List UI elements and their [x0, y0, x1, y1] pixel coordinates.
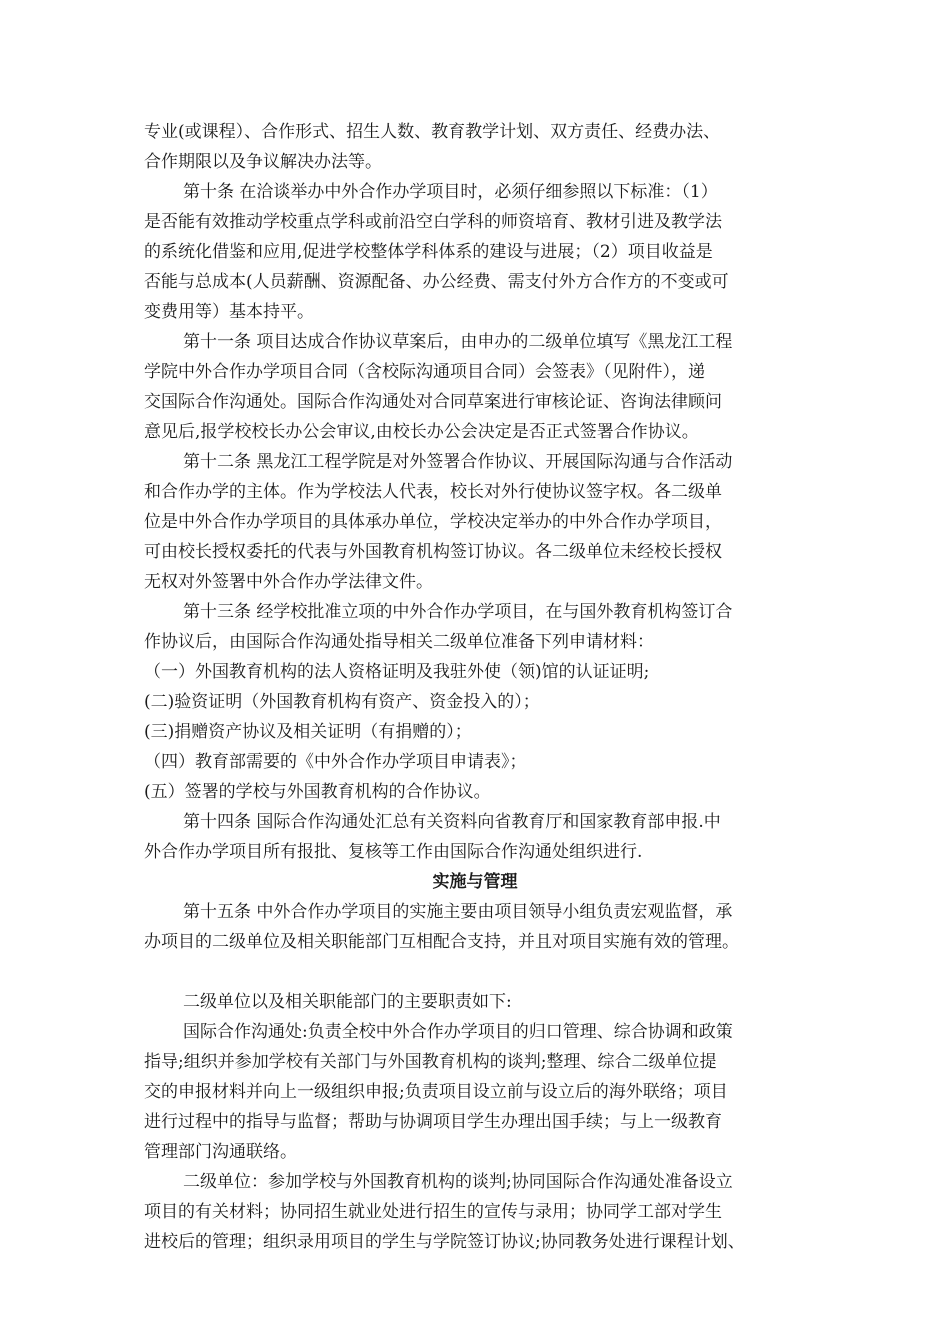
text-line: 项目的有关材料；协同招生就业处进行招生的宣传与录用；协同学工部对学生: [144, 1202, 722, 1222]
text-line: 二级单位以及相关职能部门的主要职责如下:: [183, 992, 512, 1012]
text-line: 第十五条 中外合作办学项目的实施主要由项目领导小组负责宏观监督，承: [183, 902, 733, 922]
text-line: 变费用等）基本持平。: [144, 302, 314, 322]
text-line: 进校后的管理；组织录用项目的学生与学院签订协议;协同教务处进行课程计划、: [144, 1232, 745, 1252]
text-line: 办项目的二级单位及相关职能部门互相配合支持，并且对项目实施有效的管理。: [144, 932, 739, 952]
text-line: 交国际合作沟通处。国际合作沟通处对合同草案进行审核论证、咨询法律顾问: [144, 392, 722, 412]
text-line: 第十条 在洽谈举办中外合作办学项目时，必须仔细参照以下标准：（1）: [183, 182, 718, 202]
section-heading: 实施与管理: [432, 872, 518, 892]
text-line: 第十四条 国际合作沟通处汇总有关资料向省教育厅和国家教育部申报.中: [183, 812, 721, 832]
text-line: 专业(或课程）、合作形式、招生人数、教育教学计划、双方责任、经费办法、: [144, 122, 721, 142]
text-line: 国际合作沟通处:负责全校中外合作办学项目的归口管理、综合协调和政策: [183, 1022, 733, 1042]
text-line: 否能与总成本(人员薪酬、资源配备、办公经费、需支付外方合作方的不变或可: [144, 272, 729, 292]
text-line: 进行过程中的指导与监督；帮助与协调项目学生办理出国手续；与上一级教育: [144, 1112, 722, 1132]
list-item: （一）外国教育机构的法人资格证明及我驻外使（领)馆的认证证明;: [144, 662, 650, 682]
text-line: 可由校长授权委托的代表与外国教育机构签订协议。各二级单位未经校长授权: [144, 542, 722, 562]
text-line: 外合作办学项目所有报批、复核等工作由国际合作沟通处组织进行.: [144, 842, 643, 862]
text-line: 和合作办学的主体。作为学校法人代表，校长对外行使协议签字权。各二级单: [144, 482, 722, 502]
text-line: 学院中外合作办学项目合同（含校际沟通项目合同）会签表》（见附件），递: [144, 362, 705, 382]
text-line: 合作期限以及争议解决办法等。: [144, 152, 382, 172]
text-line: 第十一条 项目达成合作协议草案后，由申办的二级单位填写《黑龙江工程: [183, 332, 733, 352]
list-item: （四）教育部需要的《中外合作办学项目申请表》；: [144, 752, 527, 772]
text-line: 管理部门沟通联络。: [144, 1142, 297, 1162]
list-item: (五）签署的学校与外国教育机构的合作协议。: [144, 782, 491, 802]
text-line: 第十三条 经学校批准立项的中外合作办学项目，在与国外教育机构签订合: [183, 602, 733, 622]
text-line: 无权对外签署中外合作办学法律文件。: [144, 572, 433, 592]
text-line: 指导;组织并参加学校有关部门与外国教育机构的谈判;整理、综合二级单位提: [144, 1052, 717, 1072]
text-line: 意见后,报学校校长办公会审议,由校长办公会决定是否正式签署合作协议。: [144, 422, 699, 442]
text-line: 是否能有效推动学校重点学科或前沿空白学科的师资培育、教材引进及教学法: [144, 212, 722, 232]
text-line: 位是中外合作办学项目的具体承办单位，学校决定举办的中外合作办学项目，: [144, 512, 722, 532]
text-line: 的系统化借鉴和应用,促进学校整体学科体系的建设与进展；（2）项目收益是: [144, 242, 713, 262]
text-line: 作协议后，由国际合作沟通处指导相关二级单位准备下列申请材料：: [144, 632, 654, 652]
text-line: 二级单位：参加学校与外国教育机构的谈判;协同国际合作沟通处准备设立: [183, 1172, 733, 1192]
list-item: (三)捐赠资产协议及相关证明（有捐赠的）；: [144, 722, 472, 742]
text-line: 交的申报材料并向上一级组织申报;负责项目设立前与设立后的海外联络；项目: [144, 1082, 728, 1102]
text-line: 第十二条 黑龙江工程学院是对外签署合作协议、开展国际沟通与合作活动: [183, 452, 733, 472]
list-item: (二)验资证明（外国教育机构有资产、资金投入的）；: [144, 692, 540, 712]
